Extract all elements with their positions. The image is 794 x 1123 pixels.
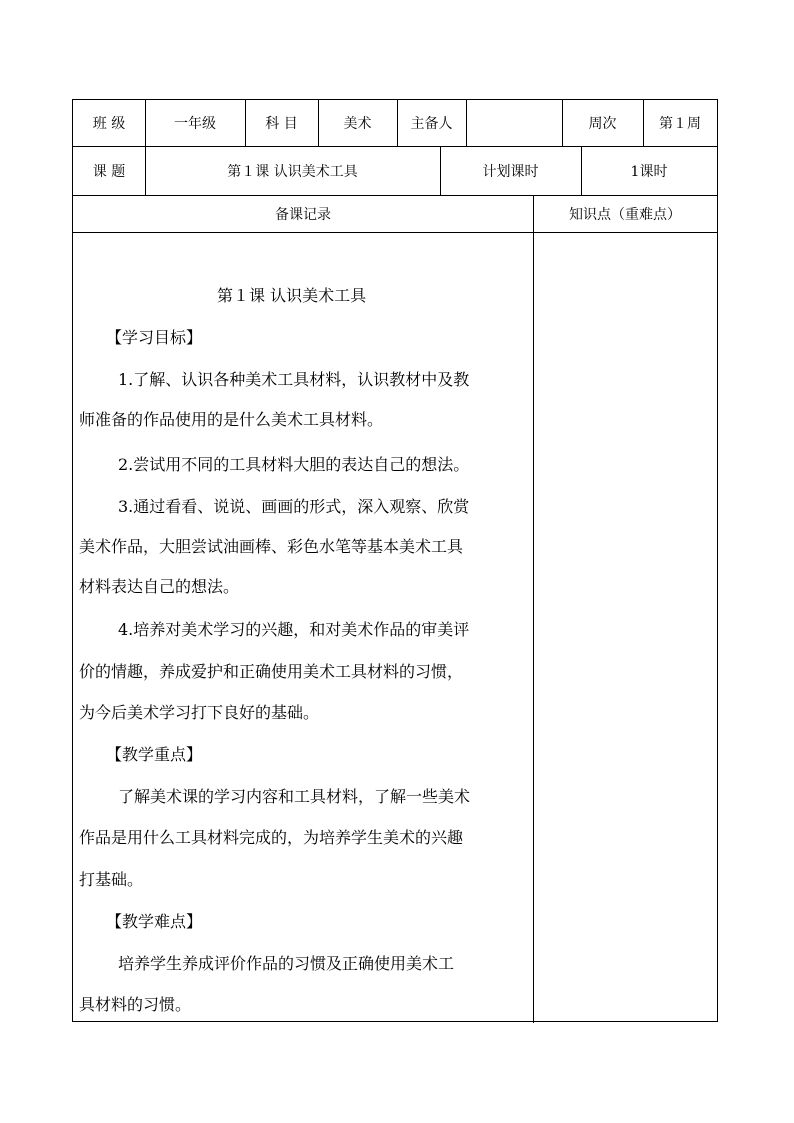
goal-1-line-1: 1.了解、认识各种美术工具材料，认识教材中及教 bbox=[118, 370, 470, 389]
subject-label: 科 目 bbox=[265, 116, 298, 132]
planned-hours-value: 1课时 bbox=[630, 163, 668, 180]
goal-4-line-2: 价的情趣，养成爱护和正确使用美术工具材料的习惯， bbox=[79, 662, 464, 681]
difficulties-line-2: 具材料的习惯。 bbox=[79, 995, 192, 1014]
class-value: 一年级 bbox=[174, 116, 216, 132]
goal-4-line-1: 4.培养对美术学习的兴趣，和对美术作品的审美评 bbox=[118, 620, 470, 639]
goal-2: 2.尝试用不同的工具材料大胆的表达自己的想法。 bbox=[118, 455, 470, 474]
preparer-value bbox=[466, 100, 562, 146]
goal-3-line-3: 材料表达自己的想法。 bbox=[79, 577, 240, 596]
goal-1-line-2: 师准备的作品使用的是什么美术工具材料。 bbox=[79, 410, 384, 429]
topic-value: 第１课 认识美术工具 bbox=[227, 163, 358, 180]
preparer-label: 主备人 bbox=[410, 116, 453, 132]
goal-3-line-1: 3.通过看看、说说、画画的形式，深入观察、欣赏 bbox=[118, 497, 470, 516]
class-label: 班 级 bbox=[92, 116, 126, 132]
subject-value: 美术 bbox=[343, 116, 372, 132]
lesson-title: 第１课 认识美术工具 bbox=[217, 286, 367, 305]
key-points-line-2: 作品是用什么工具材料完成的，为培养学生美术的兴趣 bbox=[79, 828, 464, 847]
knowledge-header: 知识点（重难点） bbox=[569, 206, 681, 223]
week-value: 第１周 bbox=[659, 116, 701, 132]
key-points-line-3: 打基础。 bbox=[79, 870, 144, 889]
goal-4-line-3: 为今后美术学习打下良好的基础。 bbox=[79, 703, 320, 722]
record-header: 备课记录 bbox=[275, 206, 331, 223]
lesson-plan-table bbox=[72, 99, 718, 1022]
topic-label: 课 题 bbox=[92, 163, 126, 180]
week-label: 周次 bbox=[588, 116, 617, 132]
key-points-line-1: 了解美术课的学习内容和工具材料，了解一些美术 bbox=[118, 787, 471, 806]
goal-3-line-2: 美术作品，大胆尝试油画棒、彩色水笔等基本美术工具 bbox=[79, 537, 464, 556]
planned-hours-label: 计划课时 bbox=[482, 163, 539, 180]
goals-heading: 【学习目标】 bbox=[106, 328, 203, 347]
knowledge-content bbox=[533, 233, 717, 1023]
record-content bbox=[73, 233, 533, 1023]
difficulties-heading: 【教学难点】 bbox=[106, 912, 203, 931]
difficulties-line-1: 培养学生养成评价作品的习惯及正确使用美术工 bbox=[118, 954, 455, 973]
key-points-heading: 【教学重点】 bbox=[106, 745, 203, 764]
